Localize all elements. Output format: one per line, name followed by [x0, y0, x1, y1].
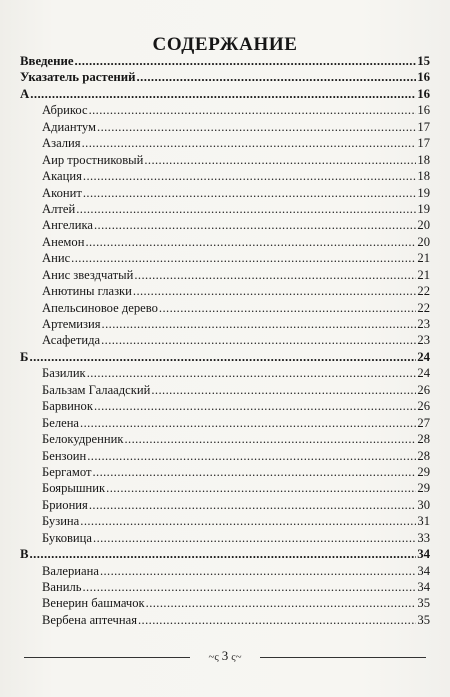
dot-leader — [159, 300, 416, 316]
toc-entry-label: Введение — [20, 54, 74, 68]
toc-entry — [20, 234, 430, 250]
table-of-contents — [20, 53, 430, 628]
toc-entry-label: Барвинок — [42, 399, 93, 414]
toc-page-number: 27 — [417, 415, 430, 430]
toc-entry-label: Адиантум — [42, 119, 97, 134]
toc-entry — [20, 530, 430, 546]
footer-ornament — [190, 648, 260, 664]
dot-leader — [133, 283, 417, 299]
dot-leader — [92, 464, 416, 480]
toc-entry — [20, 119, 430, 135]
toc-entry — [20, 365, 430, 381]
toc-page-number: 29 — [417, 481, 430, 496]
toc-page-number: 21 — [417, 267, 430, 282]
toc-page-number: 15 — [417, 54, 430, 68]
dot-leader — [82, 135, 417, 151]
toc-entry — [20, 168, 430, 184]
toc-page-number: 35 — [417, 612, 430, 627]
dot-leader — [137, 69, 417, 85]
toc-entry-label: Абрикос — [42, 103, 88, 118]
footer-rule-left — [24, 657, 190, 658]
toc-entry — [20, 316, 430, 332]
toc-entry — [20, 283, 430, 299]
toc-section-entry — [20, 546, 430, 562]
toc-entry-label: Азалия — [42, 136, 81, 151]
toc-entry — [20, 563, 430, 579]
toc-entry — [20, 431, 430, 447]
dot-leader — [151, 382, 416, 398]
toc-entry — [20, 152, 430, 168]
toc-page-number: 16 — [417, 70, 430, 85]
toc-entry-label: А — [20, 86, 30, 101]
dot-leader — [71, 250, 416, 266]
toc-entry-label: Венерин башмачок — [42, 596, 145, 611]
toc-entry-label: Бузина — [42, 514, 80, 529]
toc-entry — [20, 464, 430, 480]
toc-entry-label: Белокудренник — [42, 432, 124, 447]
toc-entry-label: Алтей — [42, 201, 76, 216]
toc-entry — [20, 579, 430, 595]
toc-section-entry — [20, 53, 430, 69]
toc-section-entry — [20, 86, 430, 102]
toc-entry-label: Буковица — [42, 530, 93, 545]
dot-leader — [102, 316, 417, 332]
toc-entry — [20, 480, 430, 496]
toc-page-number: 21 — [417, 251, 430, 266]
toc-entry-label: Аконит — [42, 185, 82, 200]
toc-page-number: 24 — [417, 366, 430, 381]
dot-leader — [106, 480, 416, 496]
toc-page-number: 26 — [417, 382, 430, 397]
dot-leader — [83, 168, 417, 184]
toc-page-number: 34 — [417, 580, 430, 594]
toc-page-number: 30 — [417, 497, 430, 512]
toc-page-number: 26 — [417, 399, 430, 414]
toc-entry — [20, 250, 430, 266]
toc-entry-label: Асафетида — [42, 333, 101, 348]
dot-leader — [89, 102, 417, 118]
page-title: СОДЕРЖАНИЕ — [152, 34, 298, 55]
toc-page-number: 34 — [417, 563, 430, 578]
toc-entry — [20, 415, 430, 431]
toc-entry-label: Ваниль — [42, 580, 82, 594]
toc-entry-label: Вербена аптечная — [42, 612, 137, 627]
toc-entry-label: Артемизия — [42, 317, 101, 331]
dot-leader — [93, 530, 416, 546]
toc-entry — [20, 201, 430, 217]
toc-page-number: 28 — [417, 432, 430, 447]
dot-leader — [80, 513, 416, 529]
dot-leader — [97, 119, 416, 135]
toc-page-number: 18 — [417, 169, 430, 184]
toc-page-number: 28 — [417, 448, 430, 463]
toc-entry — [20, 398, 430, 414]
toc-page-number: 23 — [417, 317, 430, 331]
toc-entry — [20, 595, 430, 611]
dot-leader — [83, 185, 417, 201]
toc-section-entry — [20, 69, 430, 85]
toc-page-number: 35 — [417, 596, 430, 611]
dot-leader — [87, 365, 417, 381]
toc-page-number: 17 — [417, 136, 430, 151]
dot-leader — [85, 234, 416, 250]
toc-entry-label: Белена — [42, 415, 80, 430]
toc-page-number: 29 — [417, 464, 430, 479]
toc-page-number: 20 — [417, 234, 430, 249]
dot-leader — [75, 53, 417, 69]
toc-entry — [20, 102, 430, 118]
toc-page-number: 34 — [417, 547, 430, 562]
toc-entry-label: Бергамот — [42, 464, 92, 479]
toc-entry — [20, 332, 430, 348]
dot-leader — [146, 595, 417, 611]
toc-entry-label: Ангелика — [42, 218, 93, 233]
dot-leader — [80, 415, 416, 431]
dot-leader — [124, 431, 416, 447]
toc-entry-label: Валериана — [42, 563, 99, 578]
toc-entry — [20, 300, 430, 316]
toc-entry-label: Указатель растений — [20, 70, 136, 85]
toc-entry — [20, 135, 430, 151]
toc-entry-label: Анютины глазки — [42, 284, 132, 299]
toc-entry — [20, 448, 430, 464]
toc-page-number: 19 — [417, 201, 430, 216]
toc-entry-label: Аир тростниковый — [42, 152, 144, 167]
toc-entry-label: В — [20, 547, 29, 562]
page-number: 3 — [221, 648, 229, 663]
toc-entry — [20, 267, 430, 283]
toc-entry-label: Бальзам Галаадский — [42, 382, 151, 397]
toc-page-number: 23 — [417, 333, 430, 348]
toc-page-number: 24 — [417, 349, 430, 364]
dot-leader — [94, 398, 416, 414]
dot-leader — [94, 217, 416, 233]
toc-entry-label: Б — [20, 349, 29, 364]
toc-page-number: 22 — [417, 284, 430, 299]
toc-entry-label: Апельсиновое дерево — [42, 300, 158, 315]
toc-page-number: 16 — [417, 86, 430, 101]
toc-entry-label: Анис — [42, 251, 71, 266]
toc-entry-label: Базилик — [42, 366, 86, 381]
flourish-right-icon: ς~ — [231, 651, 242, 663]
toc-section-entry — [20, 349, 430, 365]
dot-leader — [138, 612, 416, 628]
toc-entry — [20, 497, 430, 513]
page-footer — [0, 648, 450, 665]
dot-leader — [134, 267, 416, 283]
toc-entry-label: Анис звездчатый — [42, 267, 134, 282]
dot-leader — [29, 349, 416, 365]
toc-entry — [20, 217, 430, 233]
dot-leader — [30, 546, 417, 562]
toc-entry-label: Бензоин — [42, 448, 87, 463]
toc-page-number: 16 — [417, 103, 430, 118]
toc-entry-label: Анемон — [42, 234, 85, 249]
dot-leader — [30, 86, 416, 102]
toc-entry-label: Акация — [42, 169, 82, 184]
dot-leader — [101, 332, 416, 348]
toc-page-number: 33 — [417, 530, 430, 545]
dot-leader — [144, 152, 416, 168]
dot-leader — [89, 497, 417, 513]
toc-entry-label: Боярышник — [42, 481, 106, 496]
toc-entry — [20, 382, 430, 398]
toc-page-number: 22 — [417, 300, 430, 315]
dot-leader — [87, 448, 416, 464]
toc-page-number: 18 — [417, 152, 430, 167]
toc-page-number: 20 — [417, 218, 430, 233]
toc-page-number: 17 — [417, 119, 430, 134]
flourish-left-icon: ~ς — [208, 651, 219, 663]
toc-entry — [20, 185, 430, 201]
dot-leader — [100, 563, 416, 579]
toc-page-number: 19 — [417, 185, 430, 200]
toc-entry — [20, 513, 430, 529]
dot-leader — [76, 201, 416, 217]
toc-page-number: 31 — [417, 514, 430, 529]
footer-rule-right — [260, 657, 426, 658]
dot-leader — [83, 579, 417, 595]
toc-entry — [20, 612, 430, 628]
toc-entry-label: Бриония — [42, 497, 88, 512]
